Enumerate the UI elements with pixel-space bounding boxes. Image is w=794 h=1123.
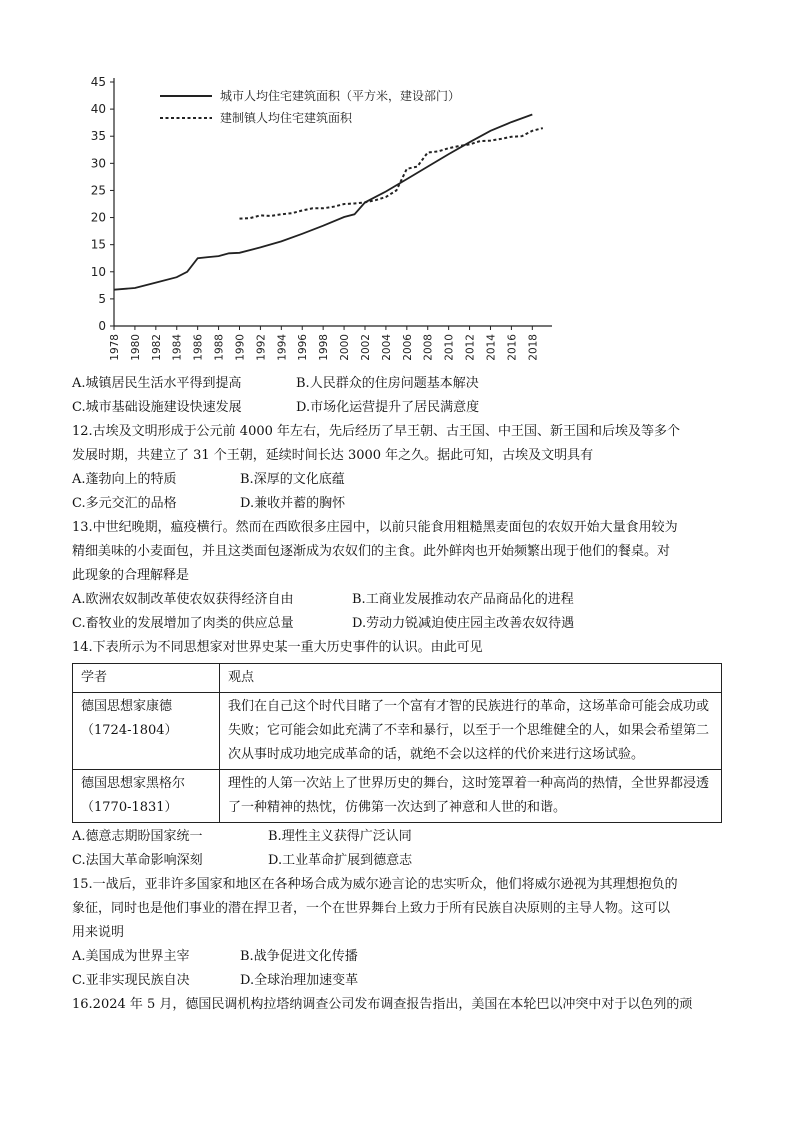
q11-option-a[interactable]: A.城镇居民生活水平得到提高 bbox=[72, 376, 242, 391]
q14-option-a[interactable]: A.德意志期盼国家统一 bbox=[72, 829, 203, 844]
y-tick-label: 40 bbox=[90, 102, 106, 117]
x-tick-label: 2014 bbox=[485, 334, 498, 361]
table-header-scholar: 学者 bbox=[73, 664, 220, 693]
y-tick-label: 10 bbox=[90, 264, 106, 279]
q12-option-d[interactable]: D.兼收并蓄的胸怀 bbox=[240, 496, 346, 511]
x-tick-label: 1994 bbox=[276, 334, 289, 361]
q13-stem-line-1: 13.中世纪晚期，瘟疫横行。然而在西欧很多庄园中，以前只能食用粗糙黑麦面包的农奴开始大量食用较为 bbox=[72, 520, 678, 535]
q14-table bbox=[72, 663, 722, 823]
table-cell-scholar bbox=[73, 770, 220, 823]
y-tick-label: 20 bbox=[90, 210, 106, 225]
x-tick-label: 1982 bbox=[150, 334, 163, 361]
q13-stem-line-3: 此现象的合理解释是 bbox=[72, 568, 190, 583]
y-tick-label: 0 bbox=[98, 319, 106, 333]
q15-options-row-2 bbox=[72, 969, 732, 993]
x-tick-label: 2010 bbox=[443, 334, 456, 361]
q14-options-row-2 bbox=[72, 849, 732, 873]
q15-option-a[interactable]: A.美国成为世界主宰 bbox=[72, 949, 190, 964]
q13-option-d[interactable]: D.劳动力锐减迫使庄园主改善农奴待遇 bbox=[352, 616, 575, 631]
q12-stem-line-2: 发展时期，共建立了 31 个王朝，延续时间长达 3000 年之久。据此可知，古埃及文明具有 bbox=[72, 448, 594, 463]
q12-option-a[interactable]: A.蓬勃向上的特质 bbox=[72, 472, 177, 487]
q13-option-b[interactable]: B.工商业发展推动农产品商品化的进程 bbox=[352, 592, 574, 607]
x-tick-label: 2004 bbox=[380, 334, 393, 361]
x-tick-label: 1988 bbox=[213, 334, 226, 361]
q14-option-d[interactable]: D.工业革命扩展到德意志 bbox=[268, 853, 413, 868]
q14-stem: 14.下表所示为不同思想家对世界史某一重大历史事件的认识。由此可见 bbox=[72, 640, 483, 655]
series-line-1 bbox=[114, 115, 532, 290]
x-tick-label: 1980 bbox=[129, 334, 142, 361]
table-cell-view: 我们在自己这个时代目睹了一个富有才智的民族进行的革命，这场革命可能会成功或失败；它可能会如此充满了不幸和暴行，以至于一个思维健全的人，如果会希望第二次从事时成功地完成革命的话，就绝不会以这样的代价来进行这场试验。 bbox=[220, 693, 722, 770]
q14-option-b[interactable]: B.理性主义获得广泛认同 bbox=[268, 829, 412, 844]
q15-stem-line-1: 15.一战后，亚非许多国家和地区在各种场合成为威尔逊言论的忠实听众，他们将威尔逊视为其理想抱负的 bbox=[72, 877, 678, 892]
legend-label-1: 城市人均住宅建筑面积（平方米，建设部门） bbox=[220, 89, 461, 103]
x-tick-label: 1978 bbox=[109, 334, 121, 361]
x-tick-label: 2018 bbox=[527, 334, 540, 361]
q12-stem-line-1: 12.古埃及文明形成于公元前 4000 年左右，先后经历了早王朝、古王国、中王国、新王国和后埃及等多个 bbox=[72, 424, 681, 439]
table-row bbox=[73, 770, 722, 823]
x-tick-label: 2008 bbox=[422, 334, 435, 361]
y-tick-label: 15 bbox=[90, 237, 106, 252]
q15-options-row-1 bbox=[72, 945, 732, 969]
line-chart bbox=[70, 60, 570, 380]
q15-option-d[interactable]: D.全球治理加速变革 bbox=[240, 973, 359, 988]
q12-options-row-1 bbox=[72, 468, 732, 492]
scholar-years: （1724-1804） bbox=[81, 723, 178, 738]
x-tick-label: 1990 bbox=[234, 334, 247, 361]
y-tick-label: 5 bbox=[98, 291, 106, 306]
q11-option-b[interactable]: B.人民群众的住房问题基本解决 bbox=[296, 376, 479, 391]
q15-option-b[interactable]: B.战争促进文化传播 bbox=[240, 949, 358, 964]
x-tick-label: 1984 bbox=[171, 334, 184, 361]
y-tick-label: 45 bbox=[90, 75, 106, 89]
q11-option-c[interactable]: C.城市基础设施建设快速发展 bbox=[72, 400, 242, 415]
x-tick-label: 1992 bbox=[255, 334, 268, 361]
table-cell-scholar bbox=[73, 693, 220, 770]
x-tick-label: 1996 bbox=[297, 334, 310, 361]
table-header-row bbox=[73, 664, 722, 693]
q13-option-a[interactable]: A.欧洲农奴制改革使农奴获得经济自由 bbox=[72, 592, 294, 607]
q14-options-row-1 bbox=[72, 825, 732, 849]
scholar-name: 德国思想家黑格尔 bbox=[81, 776, 186, 791]
q15-stem-line-3: 用来说明 bbox=[72, 925, 125, 940]
q13-stem-line-2: 精细美味的小麦面包，并且这类面包逐渐成为农奴们的主食。此外鲜肉也开始频繁出现于他们的餐桌。对 bbox=[72, 544, 671, 559]
q12-options-row-2 bbox=[72, 492, 732, 516]
x-tick-label: 1986 bbox=[192, 334, 205, 361]
q11-options-row-2 bbox=[72, 396, 732, 420]
q13-option-c[interactable]: C.畜牧业的发展增加了肉类的供应总量 bbox=[72, 616, 294, 631]
table-row bbox=[73, 693, 722, 770]
y-tick-label: 30 bbox=[90, 156, 106, 171]
scholar-years: （1770-1831） bbox=[81, 800, 178, 815]
legend-label-2: 建制镇人均住宅建筑面积 bbox=[220, 111, 353, 125]
y-tick-label: 25 bbox=[90, 183, 106, 198]
q15-option-c[interactable]: C.亚非实现民族自决 bbox=[72, 973, 190, 988]
q12-option-c[interactable]: C.多元交汇的品格 bbox=[72, 496, 177, 511]
q16-stem-line-1: 16.2024 年 5 月，德国民调机构拉塔纳调查公司发布调查报告指出，美国在本轮巴以冲突中对于以色列的顽 bbox=[72, 997, 693, 1012]
q11-option-d[interactable]: D.市场化运营提升了居民满意度 bbox=[296, 400, 480, 415]
table-header-view: 观点 bbox=[220, 664, 722, 693]
x-tick-label: 2000 bbox=[339, 334, 352, 361]
scholar-name: 德国思想家康德 bbox=[81, 699, 173, 714]
x-tick-label: 2016 bbox=[506, 334, 519, 361]
q11-options-row-1 bbox=[72, 372, 732, 396]
x-tick-label: 1998 bbox=[318, 334, 331, 361]
series-line-2 bbox=[240, 128, 543, 219]
y-tick-label: 35 bbox=[90, 129, 106, 144]
chart-svg bbox=[70, 60, 570, 380]
x-tick-label: 2012 bbox=[464, 334, 477, 361]
question-content bbox=[72, 372, 732, 1017]
x-tick-label: 2002 bbox=[359, 334, 372, 361]
q15-stem-line-2: 象征，同时也是他们事业的潜在捍卫者，一个在世界舞台上致力于所有民族自决原则的主导人物。这可以 bbox=[72, 901, 671, 916]
x-tick-label: 2006 bbox=[401, 334, 414, 361]
q13-options-row-2 bbox=[72, 612, 732, 636]
q13-options-row-1 bbox=[72, 588, 732, 612]
q12-option-b[interactable]: B.深厚的文化底蕴 bbox=[240, 472, 345, 487]
table-cell-view: 理性的人第一次站上了世界历史的舞台，这时笼罩着一种高尚的热情，全世界都浸透了一种精神的热忱，仿佛第一次达到了神意和人世的和谐。 bbox=[220, 770, 722, 823]
q14-option-c[interactable]: C.法国大革命影响深刻 bbox=[72, 853, 203, 868]
